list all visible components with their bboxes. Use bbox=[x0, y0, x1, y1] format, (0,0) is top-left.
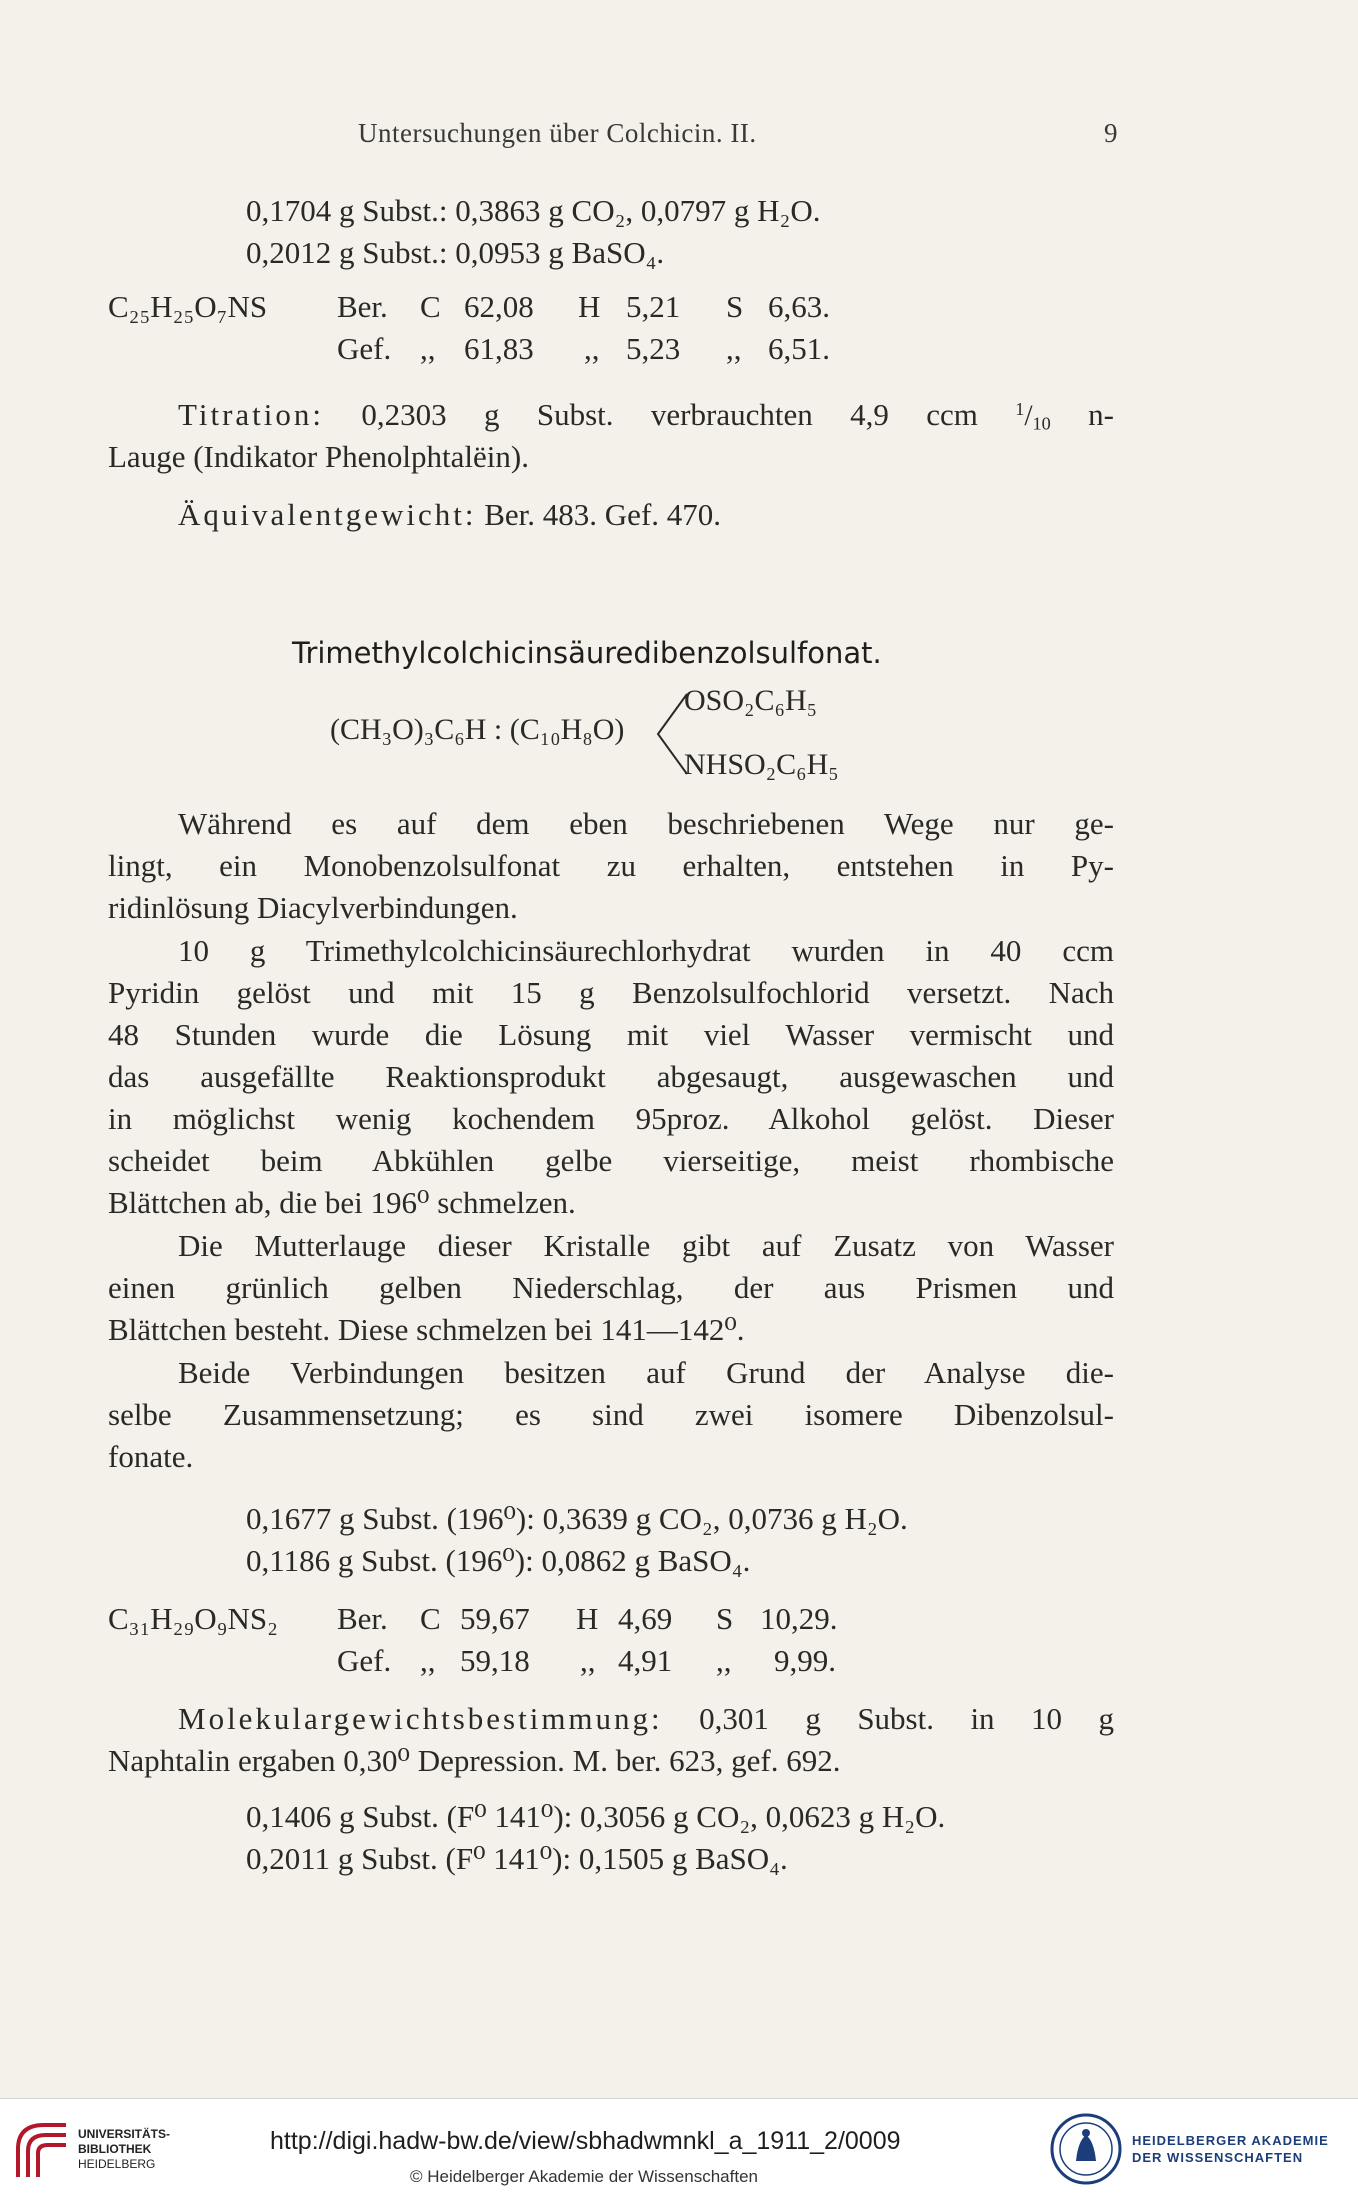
gef-h-value: 5,23 bbox=[626, 331, 681, 366]
ber-s-value: 6,63. bbox=[768, 289, 830, 324]
gef-s-value: 6,51. bbox=[768, 331, 830, 366]
element-h: H bbox=[578, 289, 601, 324]
ber-h-value: 5,21 bbox=[626, 289, 681, 324]
formula-lower-branch: NHSO₂C₆H₅ bbox=[684, 748, 839, 781]
paragraph-1-line: ridinlösung Diacylverbindungen. bbox=[108, 890, 518, 925]
analysis-line-5: 0,1406 g Subst. (F⁰ 141⁰): 0,3056 g CO₂, 0,0623 g H₂O. bbox=[246, 1799, 946, 1834]
ditto-mark: ,, bbox=[584, 331, 600, 366]
university-library-name: UNIVERSITÄTS- BIBLIOTHEK HEIDELBERG bbox=[78, 2127, 171, 2171]
gef-label: Gef. bbox=[337, 331, 392, 366]
analysis-line-4: 0,1186 g Subst. (196⁰): 0,0862 g BaSO₄. bbox=[246, 1543, 751, 1578]
ditto-mark: ,, bbox=[420, 331, 436, 366]
analysis-line-3: 0,1677 g Subst. (196⁰): 0,3639 g CO₂, 0,0736 g H₂O. bbox=[246, 1501, 908, 1536]
analysis-line-2: 0,2012 g Subst.: 0,0953 g BaSO₄. bbox=[246, 235, 665, 270]
element-s: S bbox=[726, 289, 744, 324]
element-s: S bbox=[716, 1601, 734, 1636]
footer-bar bbox=[0, 2098, 1358, 2201]
element-h: H bbox=[576, 1601, 599, 1636]
academy-name: HEIDELBERGER AKADEMIE DER WISSENSCHAFTEN bbox=[1132, 2133, 1329, 2165]
paragraph-2-line: 10 g Trimethylcolchicinsäurechlorhydrat wurden in 40 ccm bbox=[178, 933, 1114, 968]
element-c: C bbox=[420, 289, 441, 324]
analysis-line-6: 0,2011 g Subst. (F⁰ 141⁰): 0,1505 g BaSO₄. bbox=[246, 1841, 788, 1876]
ber-label: Ber. bbox=[337, 289, 388, 324]
paragraph-4-line: fonate. bbox=[108, 1439, 194, 1474]
ditto-mark: ,, bbox=[726, 331, 742, 366]
titration-line-2: Lauge (Indikator Phenolphtalëin). bbox=[108, 439, 529, 474]
ber-label: Ber. bbox=[337, 1601, 388, 1636]
ditto-mark: ,, bbox=[420, 1643, 436, 1678]
running-title: Untersuchungen über Colchicin. II. bbox=[358, 118, 757, 148]
formula: C₃₁H₂₉O₉NS₂ bbox=[108, 1601, 278, 1636]
copyright-notice: © Heidelberger Akademie der Wissenschaften bbox=[410, 2167, 758, 2186]
paragraph-2-line: scheidet beim Abkühlen gelbe vierseitige, meist rhombische bbox=[108, 1143, 1114, 1178]
paragraph-2-line: das ausgefällte Reaktionsprodukt abgesaugt, ausgewaschen und bbox=[108, 1059, 1114, 1094]
paragraph-2-line: in möglichst wenig kochendem 95proz. Alkohol gelöst. Dieser bbox=[108, 1101, 1114, 1136]
paragraph-4-line: Beide Verbindungen besitzen auf Grund der Analyse die- bbox=[178, 1355, 1114, 1390]
molecular-weight-line-2: Naphtalin ergaben 0,30⁰ Depression. M. ber. 623, gef. 692. bbox=[108, 1743, 841, 1778]
paragraph-2-line: Pyridin gelöst und mit 15 g Benzolsulfochlorid versetzt. Nach bbox=[108, 975, 1114, 1010]
paragraph-2-line: Blättchen ab, die bei 196⁰ schmelzen. bbox=[108, 1185, 576, 1220]
ber-s-value: 10,29. bbox=[760, 1601, 838, 1636]
gef-h-value: 4,91 bbox=[618, 1643, 673, 1678]
ditto-mark: ,, bbox=[716, 1643, 732, 1678]
gef-c-value: 61,83 bbox=[464, 331, 534, 366]
element-c: C bbox=[420, 1601, 441, 1636]
paragraph-3-line: Blättchen besteht. Diese schmelzen bei 141—142⁰. bbox=[108, 1312, 745, 1347]
formula: C₂₅H₂₅O₇NS bbox=[108, 289, 268, 324]
ber-c-value: 62,08 bbox=[464, 289, 534, 324]
permalink-url[interactable]: http://digi.hadw-bw.de/view/sbhadwmnkl_a_1911_2/0009 bbox=[270, 2127, 901, 2155]
equivalent-weight: Äquivalentgewicht: Ber. 483. Gef. 470. bbox=[178, 497, 722, 532]
gef-c-value: 59,18 bbox=[460, 1643, 530, 1678]
formula-upper-branch: OSO₂C₆H₅ bbox=[684, 684, 818, 717]
gef-s-value: 9,99. bbox=[774, 1643, 836, 1678]
section-heading: Trimethylcolchicinsäuredibenzolsulfonat. bbox=[292, 636, 882, 670]
page-number: 9 bbox=[1104, 118, 1118, 148]
paragraph-2-line: 48 Stunden wurde die Lösung mit viel Wasser vermischt und bbox=[108, 1017, 1114, 1052]
molecular-weight-line-1: Molekulargewichtsbestimmung: 0,301 g Subst. in 10 g bbox=[178, 1701, 1114, 1736]
ber-c-value: 59,67 bbox=[460, 1601, 530, 1636]
academy-seal-logo-icon bbox=[1048, 2111, 1124, 2187]
paragraph-3-line: einen grünlich gelben Niederschlag, der aus Prismen und bbox=[108, 1270, 1114, 1305]
gef-label: Gef. bbox=[337, 1643, 392, 1678]
analysis-line-1: 0,1704 g Subst.: 0,3863 g CO₂, 0,0797 g H₂O. bbox=[246, 193, 821, 228]
ditto-mark: ,, bbox=[580, 1643, 596, 1678]
ber-h-value: 4,69 bbox=[618, 1601, 673, 1636]
paragraph-3-line: Die Mutterlauge dieser Kristalle gibt auf Zusatz von Wasser bbox=[178, 1228, 1114, 1263]
paragraph-4-line: selbe Zusammensetzung; es sind zwei isomere Dibenzolsul- bbox=[108, 1397, 1114, 1432]
paragraph-1-line: lingt, ein Monobenzolsulfonat zu erhalten, entstehen in Py- bbox=[108, 848, 1114, 883]
titration-line-1: Titration: 0,2303 g Subst. verbrauchten 4,9 ccm $^1/_{10}$ n- bbox=[178, 397, 1114, 434]
formula-left: (CH₃O)₃C₆H : (C₁₀H₈O) bbox=[330, 713, 625, 746]
paragraph-1-line: Während es auf dem eben beschriebenen Wege nur ge- bbox=[178, 806, 1114, 841]
university-library-logo-icon bbox=[14, 2119, 70, 2181]
